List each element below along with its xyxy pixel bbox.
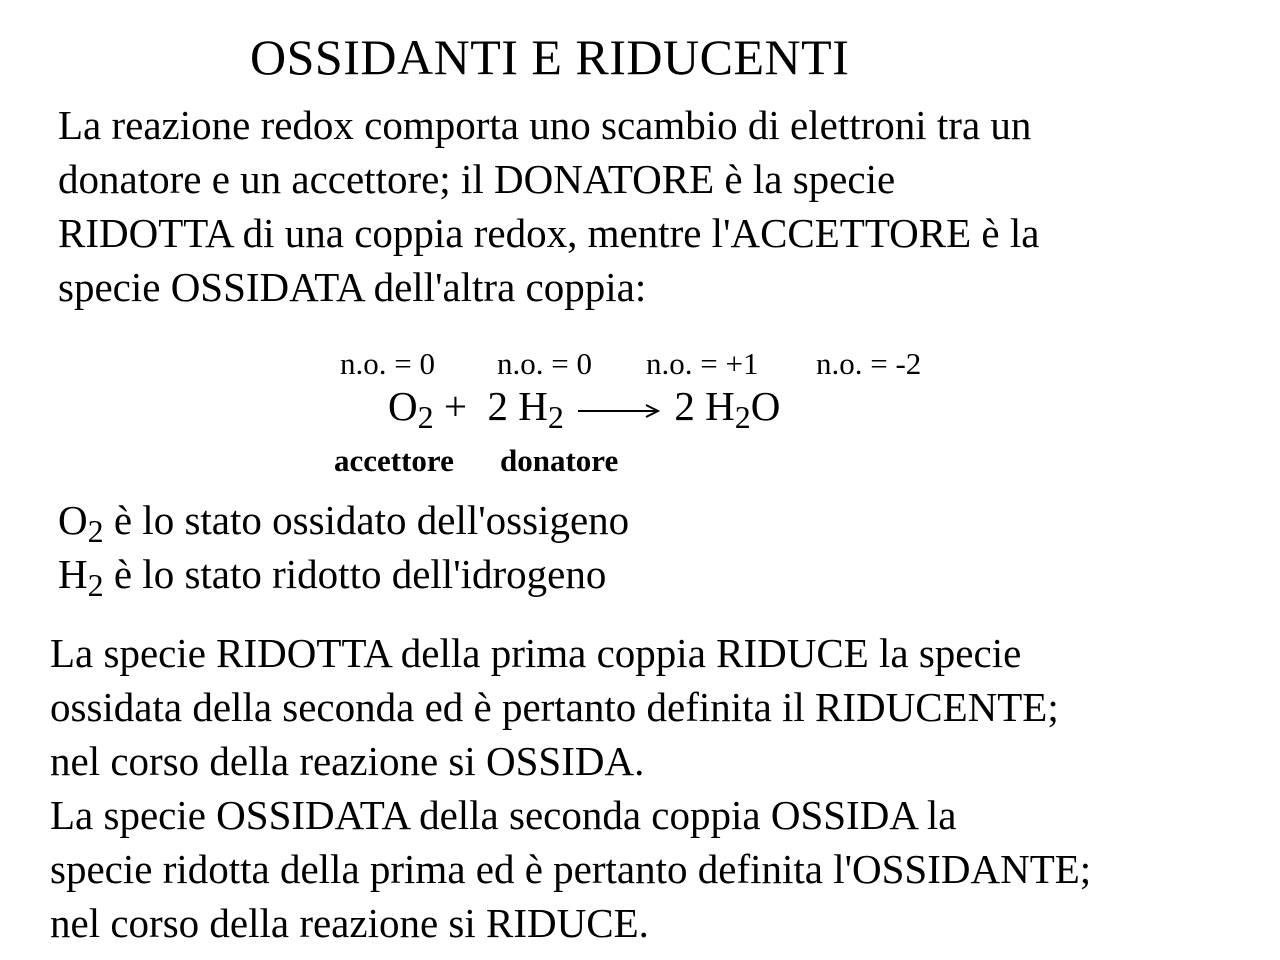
reaction-equation [388, 382, 781, 435]
intro-line: RIDOTTA di una coppia redox, mentre l'ACCETTORE è la [58, 210, 1040, 256]
intro-line: La reazione redox comporta uno scambio di elettroni tra un [58, 102, 1032, 148]
oxidation-number-h2: n.o. = 0 [497, 346, 592, 381]
oxidation-number-h-in-water: n.o. = +1 [646, 346, 759, 381]
intro-line: donatore e un accettore; il DONATORE è la specie [58, 156, 896, 202]
conclusion-line: specie ridotta della prima ed è pertanto definita l'OSSIDANTE; [50, 846, 1092, 892]
role-donor: donatore [500, 443, 619, 478]
reactant-o2: $O_2$ [388, 383, 434, 435]
plus-sign: + [443, 383, 467, 429]
reactant-h2: 2 $H_2$ [487, 383, 564, 435]
conclusion-line: La specie OSSIDATA della seconda coppia OSSIDA la [50, 792, 957, 838]
role-acceptor: accettore [334, 443, 454, 478]
conclusion-line: La specie RIDOTTA della prima coppia RIDUCE la specie [50, 630, 1022, 676]
intro-paragraph [58, 98, 1039, 314]
conclusion-line: nel corso della reazione si RIDUCE. [50, 900, 649, 946]
conclusion-line: ossidata della seconda ed è pertanto definita il RIDUCENTE; [50, 684, 1059, 730]
oxidation-number-o-in-water: n.o. = -2 [816, 346, 922, 381]
states-paragraph [58, 493, 629, 601]
state-line-oxygen: $O_2$ è lo stato ossidato dell'ossigeno [58, 497, 630, 549]
conclusion-line: nel corso della reazione si OSSIDA. [50, 738, 645, 784]
state-line-hydrogen: $H_2$ è lo stato ridotto dell'idrogeno [58, 551, 607, 603]
conclusion-paragraph [50, 626, 1091, 950]
product-water: 2 $H_2O$ [674, 383, 781, 435]
intro-line: specie OSSIDATA dell'altra coppia: [58, 264, 647, 310]
oxidation-number-o2: n.o. = 0 [340, 346, 435, 381]
reaction-arrow-icon [578, 401, 660, 421]
page-title: OSSIDANTI E RIDUCENTI [250, 29, 850, 85]
